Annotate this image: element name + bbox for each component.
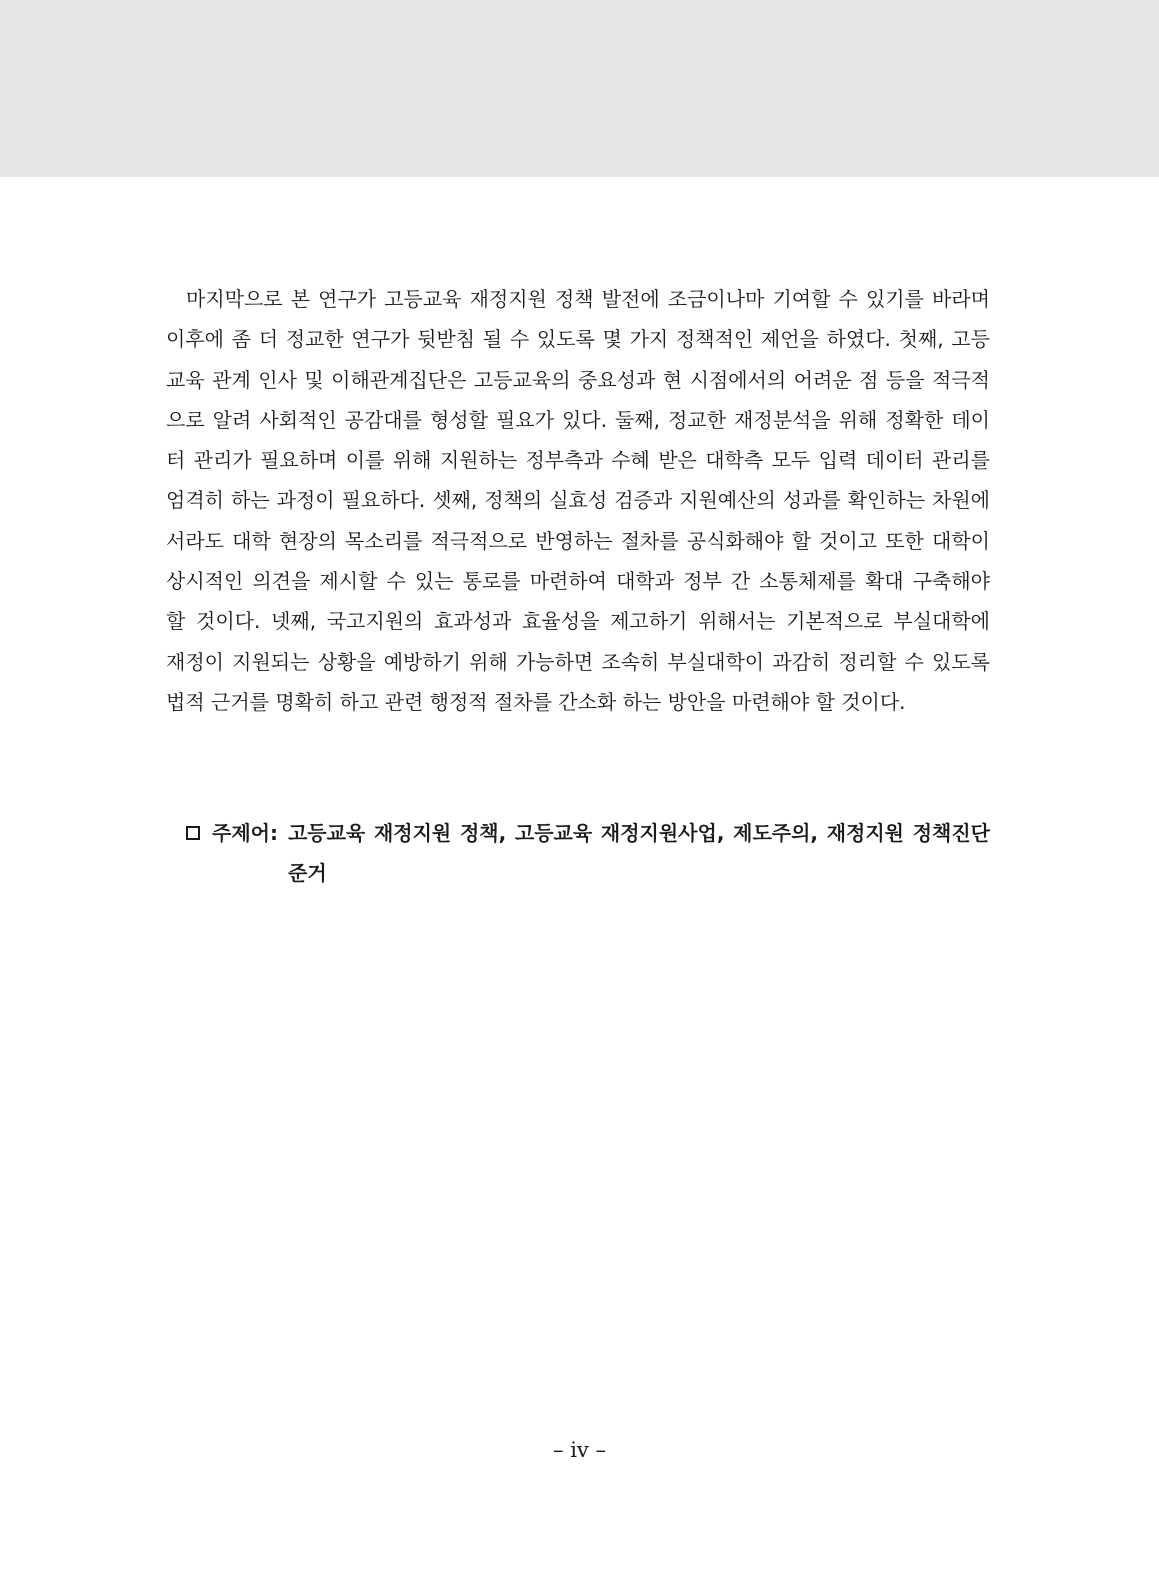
keywords-continuation xyxy=(186,853,990,893)
keywords-label: 주제어: xyxy=(212,821,278,845)
summary-paragraph xyxy=(166,279,990,722)
paragraph-line: 서라도 대학 현장의 목소리를 적극적으로 반영하는 절차를 공식화해야 할 것이고 또한 대학이 xyxy=(166,528,990,553)
keywords-block xyxy=(186,813,990,893)
paragraph-line: 으로 알려 사회적인 공감대를 형성할 필요가 있다. 둘째, 정교한 재정분석을 위해 정확한 데이 xyxy=(166,407,990,432)
paragraph-line: 엄격히 하는 과정이 필요하다. 셋째, 정책의 실효성 검증과 지원예산의 성과를 확인하는 차원에 xyxy=(166,488,990,513)
paragraph-line: 법적 근거를 명확히 하고 관련 행정적 절차를 간소화 하는 방안을 마련해야 할 것이다. xyxy=(166,689,906,714)
paragraph-line: 상시적인 의견을 제시할 수 있는 통로를 마련하여 대학과 정부 간 소통체제를 확대 구축해야 xyxy=(166,569,990,594)
page-number: – iv – xyxy=(553,1438,606,1462)
paragraph-line: 교육 관계 인사 및 이해관계집단은 고등교육의 중요성과 현 시점에서의 어려운 점 등을 적극적 xyxy=(166,367,990,392)
paragraph-line: 재정이 지원되는 상황을 예방하기 위해 가능하면 조속히 부실대학이 과감히 정리할 수 있도록 xyxy=(166,649,990,674)
paragraph-line: 이후에 좀 더 정교한 연구가 뒷받침 될 수 있도록 몇 가지 정책적인 제언을 하였다. 첫째, 고등 xyxy=(166,327,990,352)
paragraph-line: 터 관리가 필요하며 이를 위해 지원하는 정부측과 수혜 받은 대학측 모두 입력 데이터 관리를 xyxy=(166,448,990,473)
keywords-text: 고등교육 재정지원 정책, 고등교육 재정지원사업, 제도주의, 재정지원 정책진단 xyxy=(287,821,990,845)
header-band xyxy=(0,0,1159,177)
keywords-text-continued: 준거 xyxy=(288,861,327,885)
paragraph-line: 할 것이다. 넷째, 국고지원의 효과성과 효율성을 제고하기 위해서는 기본적으로 부실대학에 xyxy=(166,609,990,634)
keywords-row xyxy=(186,813,990,853)
checkbox-bullet-icon xyxy=(186,826,200,840)
paragraph-line: 마지막으로 본 연구가 고등교육 재정지원 정책 발전에 조금이나마 기여할 수 있기를 바라며 xyxy=(186,287,990,311)
